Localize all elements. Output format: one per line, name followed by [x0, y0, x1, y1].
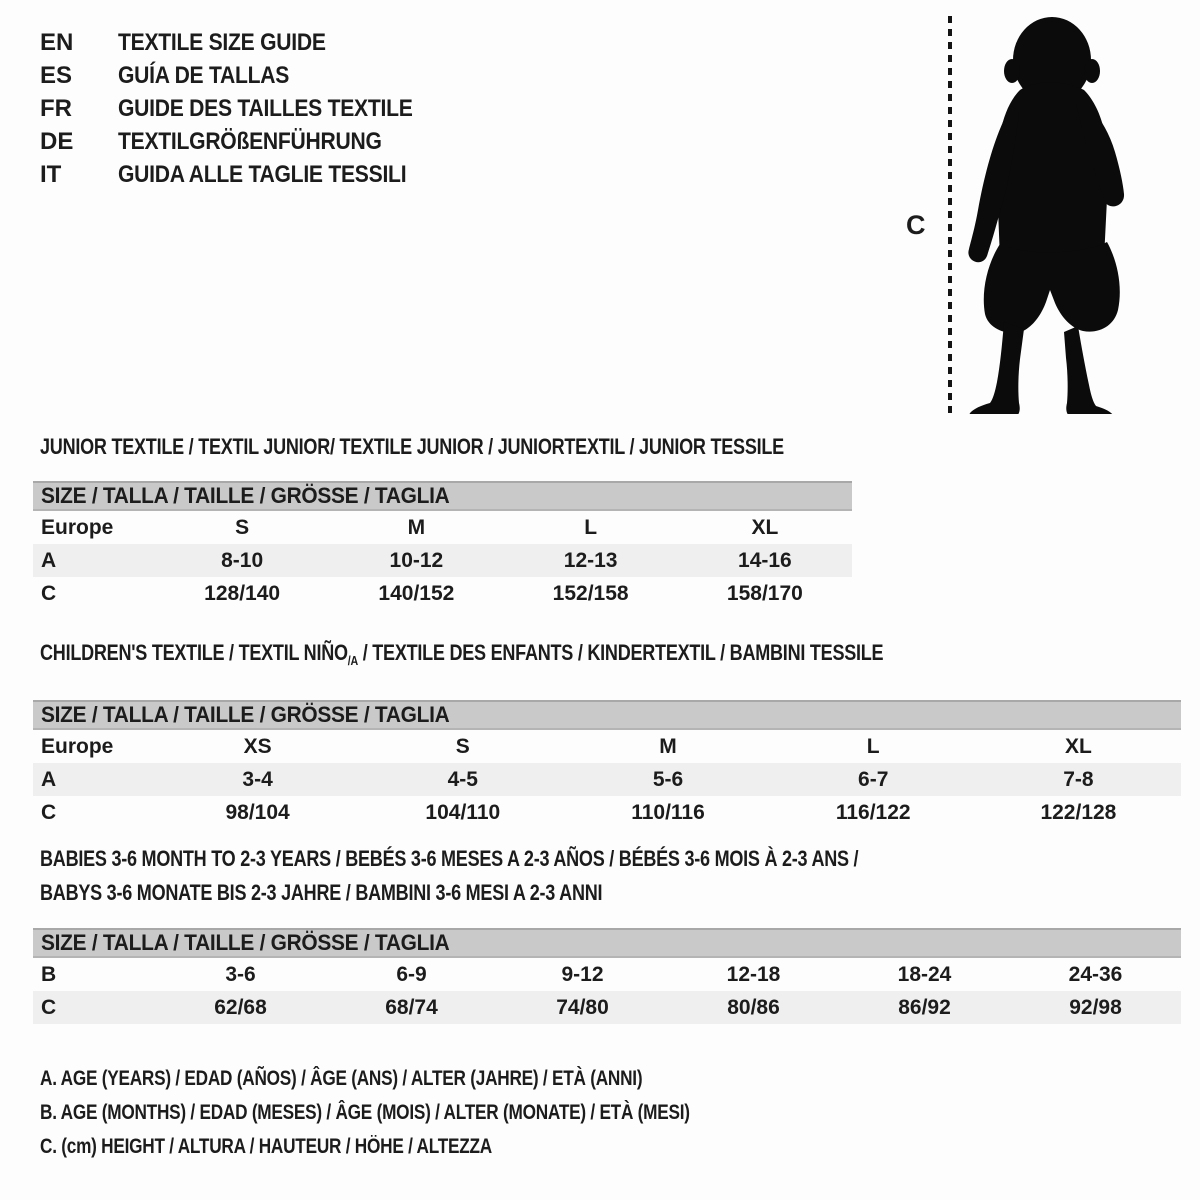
value-cell: 12-13	[563, 548, 618, 572]
value-cell: L	[584, 515, 598, 539]
value-cell: 9-12	[561, 962, 604, 986]
language-code: FR	[40, 94, 72, 122]
table-row	[33, 730, 1181, 763]
value-cell: 8-10	[221, 548, 264, 572]
section-babies-textile	[33, 842, 1181, 1024]
section-title	[33, 636, 1181, 678]
value-cell: XL	[751, 515, 779, 539]
size-table	[33, 730, 1181, 829]
value-cell: XS	[243, 734, 272, 758]
value-cell: 62/68	[214, 995, 267, 1019]
value-cell: 6-9	[396, 962, 427, 986]
value-cell: 3-4	[242, 767, 273, 791]
row-label-cell: C	[41, 800, 57, 824]
language-title: GUIDA ALLE TAGLIE TESSILI	[118, 160, 407, 188]
value-cell: 10-12	[389, 548, 444, 572]
table-row	[33, 577, 852, 610]
value-cell: 14-16	[738, 548, 792, 572]
value-cell: 4-5	[447, 767, 478, 791]
value-cell: 122/128	[1040, 800, 1117, 824]
value-cell: 24-36	[1068, 962, 1123, 986]
table-row	[33, 763, 1181, 796]
value-cell: 152/158	[552, 581, 629, 605]
section-title-text	[40, 636, 883, 678]
row-label-cell: C	[41, 581, 57, 605]
height-measure-label: C	[906, 210, 926, 240]
value-cell: M	[659, 734, 677, 758]
value-cell: 104/110	[425, 800, 501, 824]
language-title: TEXTILE SIZE GUIDE	[118, 28, 326, 56]
value-cell: 68/74	[385, 995, 438, 1019]
row-label-cell: Europe	[41, 734, 114, 758]
value-cell: M	[407, 515, 426, 539]
table-row	[33, 991, 1181, 1024]
language-code: ES	[40, 61, 73, 89]
row-label-cell: Europe	[41, 515, 114, 539]
legend-line-text: B. AGE (MONTHS) / EDAD (MESES) / ÂGE (MOIS) / ALTER (MONATE) / ETÀ (MESI)	[40, 1101, 690, 1124]
language-code: DE	[40, 127, 74, 155]
measurement-legend	[40, 1062, 832, 1164]
value-cell: 5-6	[652, 767, 684, 791]
value-cell: 74/80	[556, 995, 609, 1019]
section-title-segment: BABIES 3-6 MONTH TO 2-3 YEARS / BEBÉS 3-6 MESES A 2-3 AÑOS / BÉBÉS 3-6 MOIS À 2-3 ANS /	[40, 846, 859, 871]
value-cell: 12-18	[726, 962, 781, 986]
language-title: GUÍA DE TALLAS	[118, 61, 290, 89]
language-title-list	[40, 26, 453, 191]
legend-line-text: A. AGE (YEARS) / EDAD (AÑOS) / ÂGE (ANS) / ALTER (JAHRE) / ETÀ (ANNI)	[40, 1067, 643, 1090]
size-header-bar	[33, 928, 1181, 958]
value-cell: 6-7	[858, 767, 889, 791]
legend-line	[40, 1062, 832, 1096]
value-cell: XL	[1064, 734, 1092, 758]
section-title	[33, 842, 1181, 910]
size-header-text: SIZE / TALLA / TAILLE / GRÖSSE / TAGLIA	[41, 930, 450, 955]
size-header-text: SIZE / TALLA / TAILLE / GRÖSSE / TAGLIA	[41, 702, 450, 727]
language-row	[40, 92, 453, 125]
section-title-segment: / TEXTILE DES ENFANTS / KINDERTEXTIL / BAMBINI TESSILE	[357, 640, 884, 665]
table-row	[33, 544, 852, 577]
section-junior-textile	[33, 430, 852, 610]
language-row	[40, 125, 453, 158]
language-code: IT	[40, 160, 62, 188]
table-row	[33, 796, 1181, 829]
size-header-text: SIZE / TALLA / TAILLE / GRÖSSE / TAGLIA	[41, 483, 450, 508]
value-cell: 116/122	[835, 800, 911, 824]
size-table	[33, 511, 852, 610]
legend-line	[40, 1096, 832, 1130]
section-childrens-textile	[33, 636, 1181, 829]
legend-line-text: C. (cm) HEIGHT / ALTURA / HAUTEUR / HÖHE / ALTEZZA	[40, 1135, 492, 1158]
section-title	[33, 430, 852, 464]
section-title-text	[40, 842, 858, 910]
language-row	[40, 158, 453, 191]
language-code: EN	[40, 28, 74, 56]
value-cell: L	[866, 734, 880, 758]
value-cell: 128/140	[204, 581, 281, 605]
row-label-cell: B	[41, 962, 57, 986]
value-cell: 140/152	[378, 581, 455, 605]
value-cell: 18-24	[897, 962, 952, 986]
value-cell: 80/86	[727, 995, 780, 1019]
size-header-bar	[33, 481, 852, 511]
language-title: TEXTILGRÖßENFÜHRUNG	[118, 127, 382, 155]
value-cell: 3-6	[225, 962, 256, 986]
row-label-cell: A	[41, 767, 57, 791]
section-title-text	[40, 430, 784, 464]
toddler-silhouette-icon	[962, 14, 1138, 414]
table-row	[33, 511, 852, 544]
value-cell: S	[235, 515, 250, 539]
section-title-segment: JUNIOR TEXTILE / TEXTIL JUNIOR/ TEXTILE JUNIOR / JUNIORTEXTIL / JUNIOR TESSILE	[40, 434, 784, 459]
language-row	[40, 59, 453, 92]
value-cell: 158/170	[726, 581, 803, 605]
row-label-cell: A	[41, 548, 57, 572]
size-table	[33, 958, 1181, 1024]
value-cell: 86/92	[898, 995, 951, 1019]
language-row	[40, 26, 453, 59]
legend-line	[40, 1130, 832, 1164]
section-title-segment: CHILDREN'S TEXTILE / TEXTIL NIÑO	[40, 640, 348, 665]
height-dotted-line	[948, 16, 952, 414]
value-cell: 92/98	[1069, 995, 1122, 1019]
row-label-cell: C	[41, 995, 57, 1019]
language-title: GUIDE DES TAILLES TEXTILE	[118, 94, 413, 122]
value-cell: 7-8	[1063, 767, 1094, 791]
table-row	[33, 958, 1181, 991]
value-cell: 110/116	[631, 800, 705, 824]
section-title-segment: BABYS 3-6 MONATE BIS 2-3 JAHRE / BAMBINI 3-6 MESI A 2-3 ANNI	[40, 880, 603, 905]
size-header-bar	[33, 700, 1181, 730]
value-cell: S	[455, 734, 470, 758]
section-title-segment: /A	[347, 653, 358, 668]
value-cell: 98/104	[225, 800, 290, 824]
